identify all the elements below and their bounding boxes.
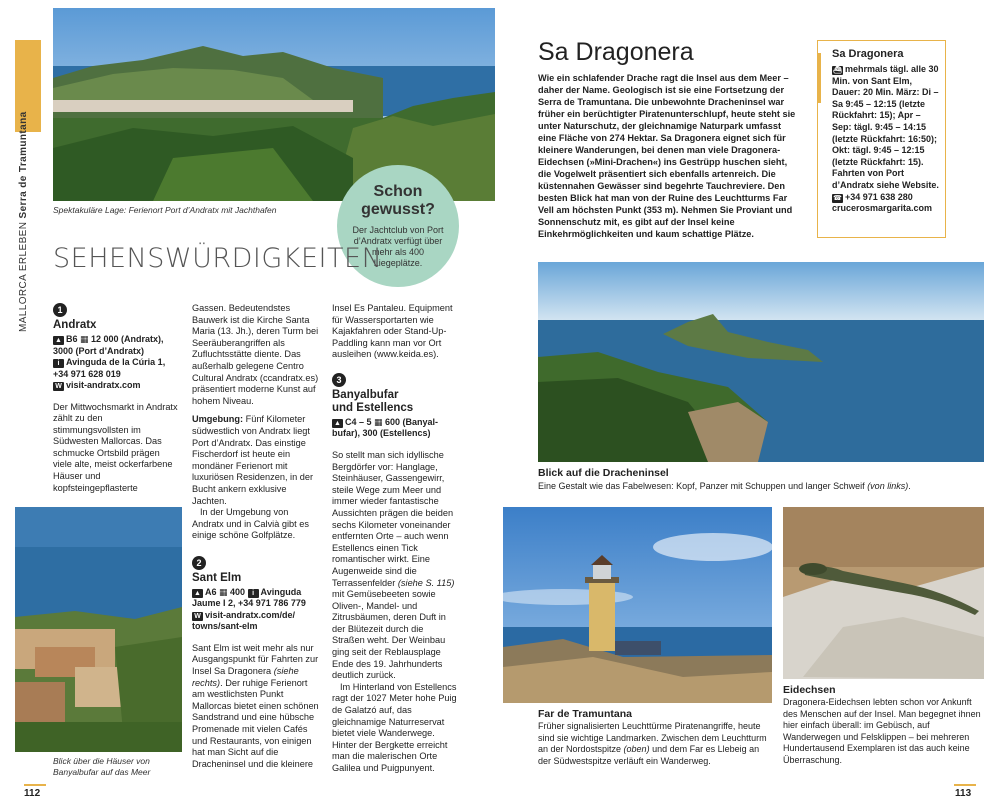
caption-text: Früher signalisierten Leuchttürme Piratenangriffe, heute sind sie wichtige Landmarken. Zwischen dem Leuchtturm an der Nordostspitze: [538, 721, 767, 754]
entry-andratx: [53, 303, 179, 494]
cross-reference: (siehe S. 115): [397, 577, 455, 588]
right-page-title: Sa Dragonera: [538, 38, 694, 66]
side-section: Serra de Tramuntana: [18, 111, 29, 219]
entry-info: Avinguda: [260, 586, 302, 597]
page-number-left: 112: [24, 788, 41, 799]
entry-info: B6 ▦ 12 000 (Andratx),: [66, 334, 164, 344]
entry-info: bufar), 300 (Estellencs): [332, 428, 431, 439]
web-icon: W: [53, 382, 64, 391]
lizard-photo: [783, 507, 984, 679]
ferry-icon: ⛴: [833, 67, 842, 74]
port-andratx-photo: [53, 8, 495, 201]
info-icon: i: [248, 589, 259, 598]
did-you-know-title-1: Schon: [373, 183, 423, 200]
entry-phone: +34 971 628 019: [53, 368, 121, 379]
lighthouse-photo-title: Far de Tramuntana: [538, 708, 632, 720]
entry-info: Avinguda de la Cúria 1,: [66, 357, 166, 367]
map-grid-icon: ▲: [332, 419, 343, 428]
caption-text: Eine Gestalt wie das Fabelwesen: Kopf, Panzer mit Schuppen und langer Schweif: [538, 481, 868, 491]
page-number-line: [24, 784, 46, 786]
map-grid-icon: ▲: [192, 589, 203, 598]
info-box-title: Sa Dragonera: [832, 48, 904, 60]
entry-body: Im Hinterland von Estellencs ragt der 1027 Meter hohe Puig de Galatzó auf, das gleichnamige Naturreservat bietet viele Wanderwege. Hinter der Bergkette erreicht man die malerischen Orte Galilea und Puigpunyent.: [332, 681, 457, 773]
entry-body: So stellt man sich idyllische Bergdörfer vor: Hanglage, Steinhäuser, Gassengewirr, steile Wege zum Meer und immer wieder fantastische Aussichten prägen die beiden sechs Kilometer voneinander entfernten Orte – auch wenn Estellencs einen Tick romantischer wirkt. Eine Augenweide sind die Terrassenfelder: [332, 449, 454, 588]
entry-banyalbufar: [332, 373, 458, 775]
paragraph: Gassen. Bedeutendstes Bauwerk ist die Kirche Santa Maria (13. Jh.), deren Turm bei Seeräuberangriffen als Zufluchtsstätte diente. Das außerhalb gelegene Centro Cultural Andratx (ccandratx.es) präsentiert moderne Kunst auf hohem Niveau.: [192, 303, 319, 406]
entry-info: Jaume I 2, +34 971 786 779: [192, 598, 306, 609]
caption-ref: (oben): [623, 744, 650, 754]
entry-website[interactable]: visit-andratx.com/de/: [205, 609, 296, 620]
web-icon: W: [192, 612, 203, 621]
dragonera-photo-caption: [538, 481, 984, 493]
lighthouse-photo: [503, 507, 772, 703]
info-box-website[interactable]: crucerosmargarita.com: [832, 203, 933, 214]
entry-body: Der Mittwochsmarkt in Andratx zählt zu den stimmungsvollsten im Südwesten Mallorcas. Das schmucke Ortsbild prägen viele alte, meist ockerfarbene Häuser und kopfsteingepflasterte: [53, 401, 178, 493]
did-you-know-text: Der Jachtclub von Port d’Andratx verfügt über mehr als 400 Liegeplätze.: [352, 225, 444, 268]
entry-body: mit Gemüsebeeten sowie Oliven-, Mandel- und Zitrusbäumen, deren Duft in der Blütezeit durch die Straßen weht. Der Weinbau ging seit der Reblausplage Ende des 19. Jahrhunderts deutlich zurück.: [332, 589, 446, 681]
page-number-line: [954, 784, 976, 786]
entry-title: Andratx: [53, 319, 97, 331]
caption-text: .: [908, 481, 911, 491]
entry-website-cont[interactable]: towns/sant-elm: [192, 621, 258, 632]
entry-info: 3000 (Port d’Andratx): [53, 345, 145, 356]
entry-number: 2: [192, 556, 206, 570]
info-icon: i: [53, 359, 64, 368]
section-heading: SEHENSWÜRDIGKEITEN: [53, 243, 383, 274]
did-you-know-title-2: gewusst?: [361, 201, 435, 218]
page-number-right: 113: [955, 788, 972, 799]
entry-body: . Der ruhige Ferienort am westlichsten Punkt Mallorcas bietet einen schönen Sandstrand und eine hübsche Promenade mit vielen Cafés und Restaurants, von einigen hat man Sicht auf die Dracheninsel und die kleinere: [192, 677, 319, 769]
surroundings-label: Umgebung:: [192, 414, 244, 425]
dragonera-photo-title: Blick auf die Dracheninsel: [538, 467, 669, 479]
info-box-text: mehrmals tägl. alle 30 Min. von Sant Elm, Dauer: 20 Min. März: Di – Sa 9:45 – 12:15 (letzte Rückfahrt: 15); Apr – Sep: tägl. 9:45 – 14:15 (letzte Rückfahrt: 16:50); Okt: tägl. 9:45 – 12:15 (letzte Rückfahrt: 15). Fahrten von Port d’Andratx siehe Website.: [832, 64, 939, 190]
side-running-title: [18, 111, 40, 332]
banyalbufar-photo: [15, 507, 182, 752]
paragraph: In der Umgebung von Andratx und in Calvià gibt es einige schöne Golfplätze.: [192, 507, 309, 541]
lizard-photo-caption: Dragonera-Eidechsen lebten schon vor Ankunft des Menschen auf der Insel. Man begegnet ihnen hier einfach überall: im Gebüsch, auf Wanderwegen und Felsklippen – bei mehreren Hundertausend Exemplaren ist das auch keine Überraschung.: [783, 697, 981, 765]
box-accent: [817, 53, 821, 103]
lizard-photo-title: Eidechsen: [783, 684, 836, 696]
port-andratx-caption: Spektakuläre Lage: Ferienort Port d’Andratx mit Jachthafen: [53, 205, 277, 215]
entry-title: Sant Elm: [192, 571, 242, 584]
caption-ref: (von links): [867, 481, 909, 491]
entry-website[interactable]: visit-andratx.com: [66, 380, 141, 390]
info-box-phone: +34 971 638 280: [845, 191, 913, 202]
entry-info: A6 ▦ 400: [205, 586, 246, 597]
entry-info: C4 – 5 ▦ 600 (Banyal-: [345, 416, 439, 427]
lighthouse-photo-caption: [538, 721, 772, 767]
column-2: [192, 303, 320, 770]
banyalbufar-caption: Blick über die Häuser von Banyalbufar auf das Meer: [53, 756, 151, 777]
phone-icon: ☎: [833, 194, 842, 202]
side-prefix: MALLORCA ERLEBEN: [18, 221, 29, 332]
column-3: [332, 303, 458, 775]
map-grid-icon: ▲: [53, 336, 64, 345]
dragonera-photo: [538, 262, 984, 462]
entry-title: Banyalbufar: [332, 388, 399, 401]
cross-reference: (siehe rechts): [192, 666, 299, 688]
intro-text: Wie ein schlafender Drache ragt die Insel aus dem Meer – daher der Name. Geologisch ist sie eine Fortsetzung der Serra de Tramuntana. Die unbewohnte Dracheninsel war früher ein berüchtigter Piratenunterschlupf, heute steht sie unter Naturschutz, der gleichnamige Naturpark umfasst eine Fläche von 274 Hektar. Sa Dragonera eignet sich für kleinere Wanderungen, bei denen man viele Dragonera-Eidechsen (»Mini-Drachen«) ins Gestrüpp huschen sieht, die Vogelwelt präsentiert sich ebenfalls artenreich. Die küstennahen Gewässer sind begehrte Tauchreviere. Den besten Blick hat man von der Ruine des Leuchtturms Far Vell am höchsten Punkt (353 m). Nehmen Sie Proviant und Sonnenschutz mit, es gibt auf der Insel keine Einkehrmöglichkeiten und kaum schattige Plätze.: [538, 73, 796, 239]
paragraph: Fünf Kilometer südwestlich von Andratx liegt Port d’Andratx. Das einstige Fischerdorf ist heute ein mondäner Ferienort mit luxuriösen Residenzen, in der Bucht ankern exklusive Jachten.: [192, 414, 314, 506]
entry-body: Sant Elm ist weit mehr als nur Ausgangspunkt für Fahrten zur Insel Sa Dragonera: [192, 642, 319, 677]
entry-number: 3: [332, 373, 346, 387]
entry-title-2: und Estellencs: [332, 401, 414, 414]
entry-sant-elm: [192, 556, 320, 771]
paragraph: Insel Es Pantaleu. Equipment für Wassersportarten wie Kajakfahren oder Stand-Up-Paddling kann man vor Ort ausleihen (www.keida.es).: [332, 303, 453, 360]
caption-text: und dem Far es Llebeig an der Südwestspitze verläuft ein Wanderweg.: [538, 744, 760, 766]
entry-number: 1: [53, 303, 67, 317]
info-box: [817, 40, 946, 238]
